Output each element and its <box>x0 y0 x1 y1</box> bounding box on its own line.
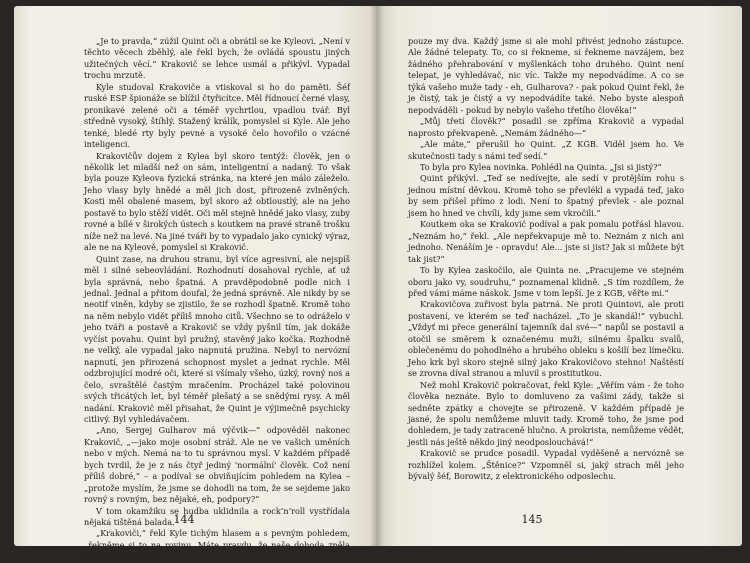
paragraph: Krakovičova zuřivost byla patrná. Ne proti Quintovi, ale proti postavení, ve kterém se teď nacházel. „To je skandál!“ vybuchl. „Vždyť mi přece generální tajemník dal své—“ napůl se postavil a otočil se směrem k označenému muži, silnému špalku svalů, oblečenému do pohodlného a hrubého obleku s košilí bez límečku. Jeho krk byl skoro stejně silný jako Krakovičovo stehno! Naštěstí se zrovna díval stranou a mluvil s prostitutkou. <box>408 299 684 379</box>
right-page-text <box>408 36 684 483</box>
paragraph: Krakovičův dojem z Kylea byl skoro tentýž: člověk, jen o několik let mladší než on sám, inteligentní a nadaný. To však byla pouze Kyleova fyzická stránka, na které jen málo záleželo. Jeho vlasy byly hnědé a měl jich dost, přirozeně zvlněných. Kosti měl obalené masem, byl skoro až obtloustlý, ale na jeho postavě to bylo stěží vidět. Oči měl stejně hnědé jako vlasy, zuby rovné a bílé v širokých ústech s koutkem na pravé straně trošku níže než na levé. Na jiné tváři by to vypadalo jako cynický výraz, ale ne na Kyleově, pomyslel si Krakovič. <box>84 150 350 253</box>
paragraph: „Je to pravda,“ zúžil Quint oči a obrátil se ke Kyleovi. „Není v těchto věcech zběhlý, ale řekl bych, že ovládá spoustu jiných užitečných věcí.“ Krakovič se lehce usmál a přikývl. Vypadal trochu mrzutě. <box>84 36 350 81</box>
paragraph: V tom okamžiku se hudba uklidnila a rock’n’roll vystřídala nějaká tištěná balada. <box>84 505 350 528</box>
paragraph: „Ale máte,“ přerušil ho Quint. „Z KGB. Viděl jsem ho. Ve skutečnosti tady s námi teď sedí.“ <box>408 139 684 161</box>
paragraph: Krakovič se prudce posadil. Vypadal vyděšeně a nervózně se rozhlížel kolem. „Štěnice?“ Vzpomněl si, jaký strach měl jeho bývalý šéf, Borowitz, z elektronického odposlechu. <box>408 448 684 482</box>
paragraph: Kyle studoval Krakoviče a vtiskoval si ho do paměti. Šéf ruské ESP špionáže se blížil čtyřicítce. Měl řídnoucí černé vlasy, pronikavé zelené oči a téměř vychrtlou, vpadlou tvář. Byl středně vysoký, štíhlý. Stažený králík, pomyslel si Kyle. Ale jeho tenké, bledé rty byly pevné a vysoké čelo hovořilo o vzácné inteligenci. <box>84 81 350 150</box>
paragraph: „Můj třetí člověk?“ posadil se zpříma Krakovič a vypadal naprosto překvapeně. „Nemám žádného—“ <box>408 116 684 138</box>
right-page <box>376 6 742 546</box>
paragraph: „Krakoviči,“ řekl Kyle tichým hlasem a s pevným pohledem, „řekněme si to na rovinu. Máte pravdu, že naše dohoda zněla tak, že se setkáme <box>84 528 350 562</box>
book-gutter <box>370 6 384 546</box>
left-page <box>14 6 376 562</box>
page-number: 145 <box>521 513 543 526</box>
paragraph: Quint zase, na druhou stranu, byl více agresivní, ale nejspíš měl i silné sebeovládání. Rozhodnutí dosahoval rychle, ať už byla správná, nebo špatná. A pravděpodobně podle nich i jednal. Jednal a přitom doufal, že jedná správně. Ale nikdy by se neotif viněn, kdyby se zjistilo, že se rozhodl špatně. Kromě toho na něm nebylo vidět příliš mnoho citů. Všechno se to odráželo v jeho tváři a postavě a Krakovič se vždy pyšnil tím, jak dokáže vyčíst povahu. Quint byl pružný, stavěný jako kočka. Rozhodně ne velký, ale vypadal jako napnutá pružina. Nebyl to nervózní napnutí, jen přirozená schopnost myslet a jednat rychle. Měl odzbrojující modré oči, které si všímaly všeho, úzký, rovný nos a čelo, svraštělé častým mračením. Procházel také polovinou svých třicátých let, byl téměř plešatý a se snědými rysy. A měl nadání. Krakovič měl přisahat, že Quint je výjimečně psychicky citlivý. Byl vyhledávačem. <box>84 253 350 424</box>
paragraph: Než mohl Krakovič pokračovat, řekl Kyle: „Věřím vám - že toho člověka neznáte. Bylo to domluveno za vašimi zády, takže si sedněte zpátky a chovejte se přirozeně. V každém případě je jasné, že spolu nemůžeme mluvit tady. Kromě toho, že jsme pod dohledem, je tady zatraceně hlučno. A prokrista, nemůžeme vědět, jestli nás ještě někdo jiný neodposlouchává!“ <box>408 379 684 447</box>
left-page-text <box>84 36 350 563</box>
paragraph: pouze my dva. Každý jsme si ale mohl přivést jednoho zástupce. Ale žádné telepaty. To, co si řekneme, si řekneme navzájem, bez žádného přehrabování v myšlenkách toho druhého. Quint není telepat, je vyhledávač, nic víc. Takže my nepodvádíme. A co se týká vašeho muže tady - eh, Gulharova? - pak pokud Quint řekl, že je čistý, tak je čistý a vy nepodvádíte také. Nebo byste alespoň nepodváděli - pokud by nebylo vašeho třetího člověka!“ <box>408 36 684 115</box>
paragraph: Quint přikývl. „Teď se nedívejte, ale sedí v protějším rohu s jednou místní děvkou. Kromě toho se převlékl a vypadá teď, jako by sem přišel přímo z lodi. Není to špatný převlek - ale poznal jsem ho hned ve chvíli, kdy jsme sem vkročili.“ <box>408 173 684 218</box>
paragraph: To by Kylea zaskočilo, ale Quinta ne. „Pracujeme ve stejném oboru jako vy, soudruhu,“ poznamenal klidně. „S tím rozdílem, že před vámi máme náskok. Jsme v tom lepší. Je z KGB, věřte mi.“ <box>408 265 684 298</box>
open-book <box>14 6 742 562</box>
paragraph: Koutkem oka se Krakovič podíval a pak pomalu potřásl hlavou. „Neznám ho,“ řekl. „Ale nepřekvapuje mě to. Neznám z nich ani jednoho. Nenáším je - opravdu! Ale... jste si jist? Jak si můžete být tak jist?“ <box>408 219 684 264</box>
paragraph: „Ano, Sergej Gulharov má výčvik—“ odpověděl nakonec Krakovič, „—jako moje osobní stráž. Ale ne ve vašich uměních nebo v mých. Nemá na to tu správnou mysl. V každém případě bych tvrdil, že je z nás čtyř jediný 'normální' člověk. Což není příliš dobré,“ – a podíval se obviňujícím pohledem na Kylea – „protože myslím, že jsme se dohodli na tom, že se sejdeme jako rovný s rovným, bez nějaké, eh, podpory?“ <box>84 425 350 505</box>
page-number: 144 <box>173 513 195 526</box>
paragraph: To byla pro Kylea novinka. Pohlédl na Quinta. „Jsi si jistý?“ <box>420 161 662 172</box>
